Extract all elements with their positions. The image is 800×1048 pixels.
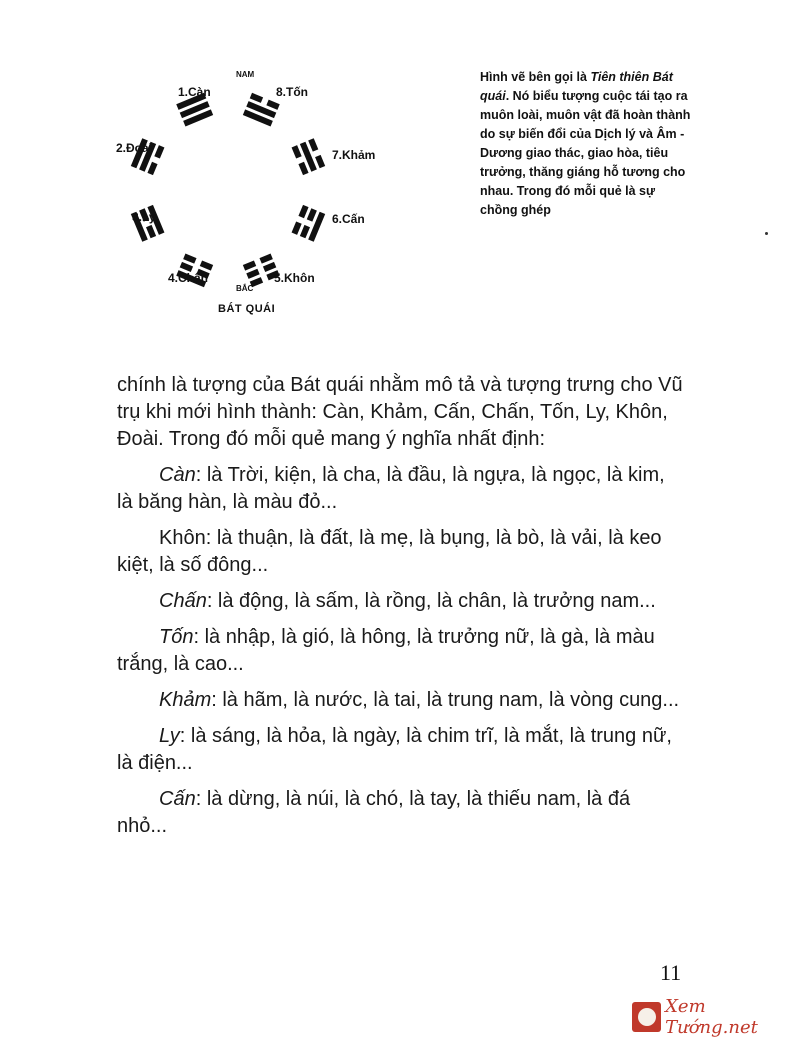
entry-paragraph [117, 624, 683, 678]
entry-text: : là thuận, là đất, là mẹ, là bụng, là bò, là vải, là keo kiệt, là số đông... [117, 527, 662, 576]
trigram-label-ly: 3.Ly [132, 210, 156, 224]
entry-text: : là Trời, kiện, là cha, là đầu, là ngựa, là ngọc, là kim, là băng hàn, là màu đỏ... [117, 464, 665, 513]
entry-term: Tốn [159, 626, 194, 648]
caption-lead: Hình vẽ bên gọi là [480, 70, 591, 84]
trigram-label-kham: 7.Khảm [332, 148, 376, 162]
entry-term: Ly [159, 725, 180, 747]
trigram-label-ton: 8.Tốn [276, 85, 308, 99]
figure-title: BÁT QUÁI [218, 303, 276, 315]
entry-text: : là động, là sấm, là rồng, là chân, là trưởng nam... [206, 590, 656, 612]
entry-paragraph [117, 588, 683, 615]
caption-rest: . Nó biểu tượng cuộc tái tạo ra muôn loài, muôn vật đã hoàn thành do sự biến đổi của Dịch lý và Âm - Dương giao thác, giao hòa, tiêu trưởng, thăng giáng hỗ tương cho nhau. Trong đó mỗi quẻ là sự chồng ghép [480, 89, 691, 217]
yin-yang-icon [632, 1002, 661, 1032]
entry-paragraph [117, 462, 683, 516]
trigram-kham [292, 138, 326, 175]
trigram-can-mountain [292, 205, 326, 242]
bat-quai-diagram [100, 55, 460, 335]
entry-term: Càn [159, 464, 196, 486]
trigram-ton [243, 93, 280, 127]
trigram-label-can-mountain: 6.Cấn [332, 212, 365, 226]
trigram-label-can: 1.Càn [178, 85, 211, 99]
entry-paragraph [117, 525, 683, 579]
entry-paragraph [117, 687, 683, 714]
entry-term: Khảm [159, 689, 212, 711]
entry-text: : là nhập, là gió, là hông, là trưởng nữ, là gà, là màu trắng, là cao... [117, 626, 655, 675]
trigram-label-khon: 5.Khôn [274, 271, 315, 285]
direction-north: BẮC [236, 284, 254, 293]
direction-south: NAM [236, 70, 255, 79]
caption-title: Tiên thiên Bát quái [480, 70, 673, 103]
entry-text: : là hãm, là nước, là tai, là trung nam, là vòng cung... [211, 689, 680, 711]
entry-paragraph [117, 723, 683, 777]
stray-mark [765, 232, 768, 235]
trigram-label-chan: 4.Chấn [168, 271, 209, 285]
watermark-text: Xem Tướng.net [665, 996, 758, 1038]
page-number: 11 [660, 960, 682, 985]
entry-term: Khôn [159, 527, 206, 549]
entry-text: : là sáng, là hỏa, là ngày, là chim trĩ, là mắt, là trung nữ, là điện... [117, 725, 672, 774]
figure-caption [480, 68, 695, 220]
body-text [117, 372, 683, 840]
intro-paragraph: chính là tượng của Bát quái nhằm mô tả và tượng trưng cho Vũ trụ khi mới hình thành: Càn, Khảm, Cấn, Chấn, Tốn, Ly, Khôn, Đoài. Trong đó mỗi quẻ mang ý nghĩa nhất định: [117, 374, 683, 450]
entry-term: Cấn [159, 788, 196, 810]
entry-text: : là dừng, là núi, là chó, là tay, là thiếu nam, là đá nhỏ... [117, 788, 631, 837]
entry-paragraph [117, 786, 683, 840]
watermark [632, 996, 800, 1038]
trigram-label-doai: 2.Đoài [116, 141, 153, 155]
entry-term: Chấn [159, 590, 207, 612]
